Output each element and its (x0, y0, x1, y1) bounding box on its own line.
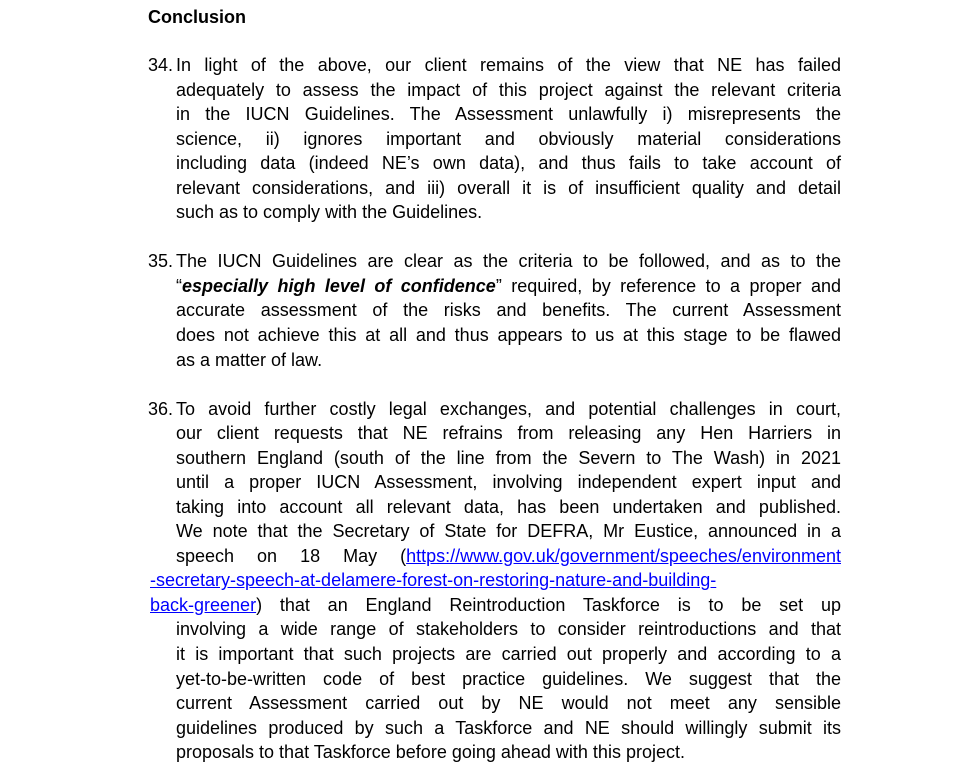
paragraph-number: 34. (148, 55, 174, 75)
emphasized-quote: especially high level of confidence (182, 275, 496, 296)
text-run: does not achieve this at all and thus appears to us at this stage to be flawed (176, 324, 841, 345)
text-run: current Assessment carried out by NE would not meet any sensible (176, 693, 841, 714)
text-run: as a matter of law. (176, 349, 323, 370)
text-line (176, 53, 841, 78)
text-run: including data (indeed NE’s own data), and thus fails to take account of (176, 153, 841, 174)
paragraph-text (176, 249, 841, 372)
text-run: in the IUCN Guidelines. The Assessment unlawfully i) misrepresents the (176, 104, 841, 125)
text-run: adequately to assess the impact of this project against the relevant criteria (176, 79, 841, 100)
text-run: ) that an England Reintroduction Taskforce is to be set up (256, 594, 841, 615)
text-line (176, 421, 841, 446)
text-run: guidelines produced by such a Taskforce and NE should willingly submit its (176, 717, 841, 738)
text-line (176, 495, 841, 520)
text-line (176, 200, 841, 225)
text-run: We note that the Secretary of State for DEFRA, Mr Eustice, announced in a (176, 521, 841, 542)
text-line (176, 323, 841, 348)
paragraph (148, 53, 841, 225)
text-line (176, 667, 841, 692)
text-run: “ (176, 275, 182, 296)
text-line (150, 593, 841, 618)
paragraph (148, 249, 841, 372)
gov-uk-speech-hyperlink[interactable]: back-greener (150, 594, 257, 615)
text-line (176, 544, 841, 569)
text-line (176, 102, 841, 127)
text-line (150, 568, 841, 593)
text-line (176, 470, 841, 495)
text-run: until a proper IUCN Assessment, involving independent expert input and (176, 472, 841, 493)
text-line (176, 446, 841, 471)
text-line (176, 716, 841, 741)
text-line (176, 519, 841, 544)
text-run: it is important that such projects are carried out properly and according to a (176, 644, 841, 665)
paragraph-number: 36. (148, 398, 174, 419)
text-run: speech on 18 May ( (176, 545, 407, 566)
text-line (176, 274, 841, 299)
paragraph-text (176, 53, 841, 225)
text-run: ” required, by reference to a proper and (495, 275, 841, 296)
text-run: The IUCN Guidelines are clear as the criteria to be followed, and as to the (176, 251, 841, 272)
paragraph (148, 397, 841, 765)
text-run: relevant considerations, and iii) overall it is of insufficient quality and detail (176, 177, 841, 198)
text-line (176, 397, 841, 422)
text-line (176, 740, 841, 765)
numbered-paragraph-list (148, 53, 841, 765)
section-heading: Conclusion (148, 7, 246, 27)
text-line (176, 298, 841, 323)
text-run: such as to comply with the Guidelines. (176, 202, 483, 223)
text-line (176, 617, 841, 642)
text-line (176, 176, 841, 201)
text-line (176, 691, 841, 716)
text-run: taking into account all relevant data, has been undertaken and published. (176, 496, 841, 517)
gov-uk-speech-hyperlink[interactable]: -secretary-speech-at-delamere-forest-on-restoring-nature-and-building- (150, 570, 717, 591)
text-line (176, 642, 841, 667)
paragraph-number: 35. (148, 251, 174, 272)
text-run: proposals to that Taskforce before going ahead with this project. (176, 742, 685, 763)
text-run: yet-to-be-written code of best practice guidelines. We suggest that the (176, 668, 841, 689)
text-run: our client requests that NE refrains from releasing any Hen Harriers in (176, 423, 841, 444)
text-run: To avoid further costly legal exchanges, and potential challenges in court, (176, 398, 841, 419)
text-line (176, 348, 841, 373)
text-run: science, ii) ignores important and obviously material considerations (176, 128, 841, 149)
text-run: southern England (south of the line from the Severn to The Wash) in 2021 (176, 447, 841, 468)
text-run: In light of the above, our client remains of the view that NE has failed (176, 55, 841, 75)
text-run: involving a wide range of stakeholders to consider reintroductions and that (176, 619, 841, 640)
text-line (176, 127, 841, 152)
text-run: accurate assessment of the risks and benefits. The current Assessment (176, 300, 841, 321)
gov-uk-speech-hyperlink[interactable]: https://www.gov.uk/government/speeches/environment (406, 545, 841, 566)
text-line (176, 249, 841, 274)
text-line (176, 78, 841, 103)
text-line (176, 151, 841, 176)
